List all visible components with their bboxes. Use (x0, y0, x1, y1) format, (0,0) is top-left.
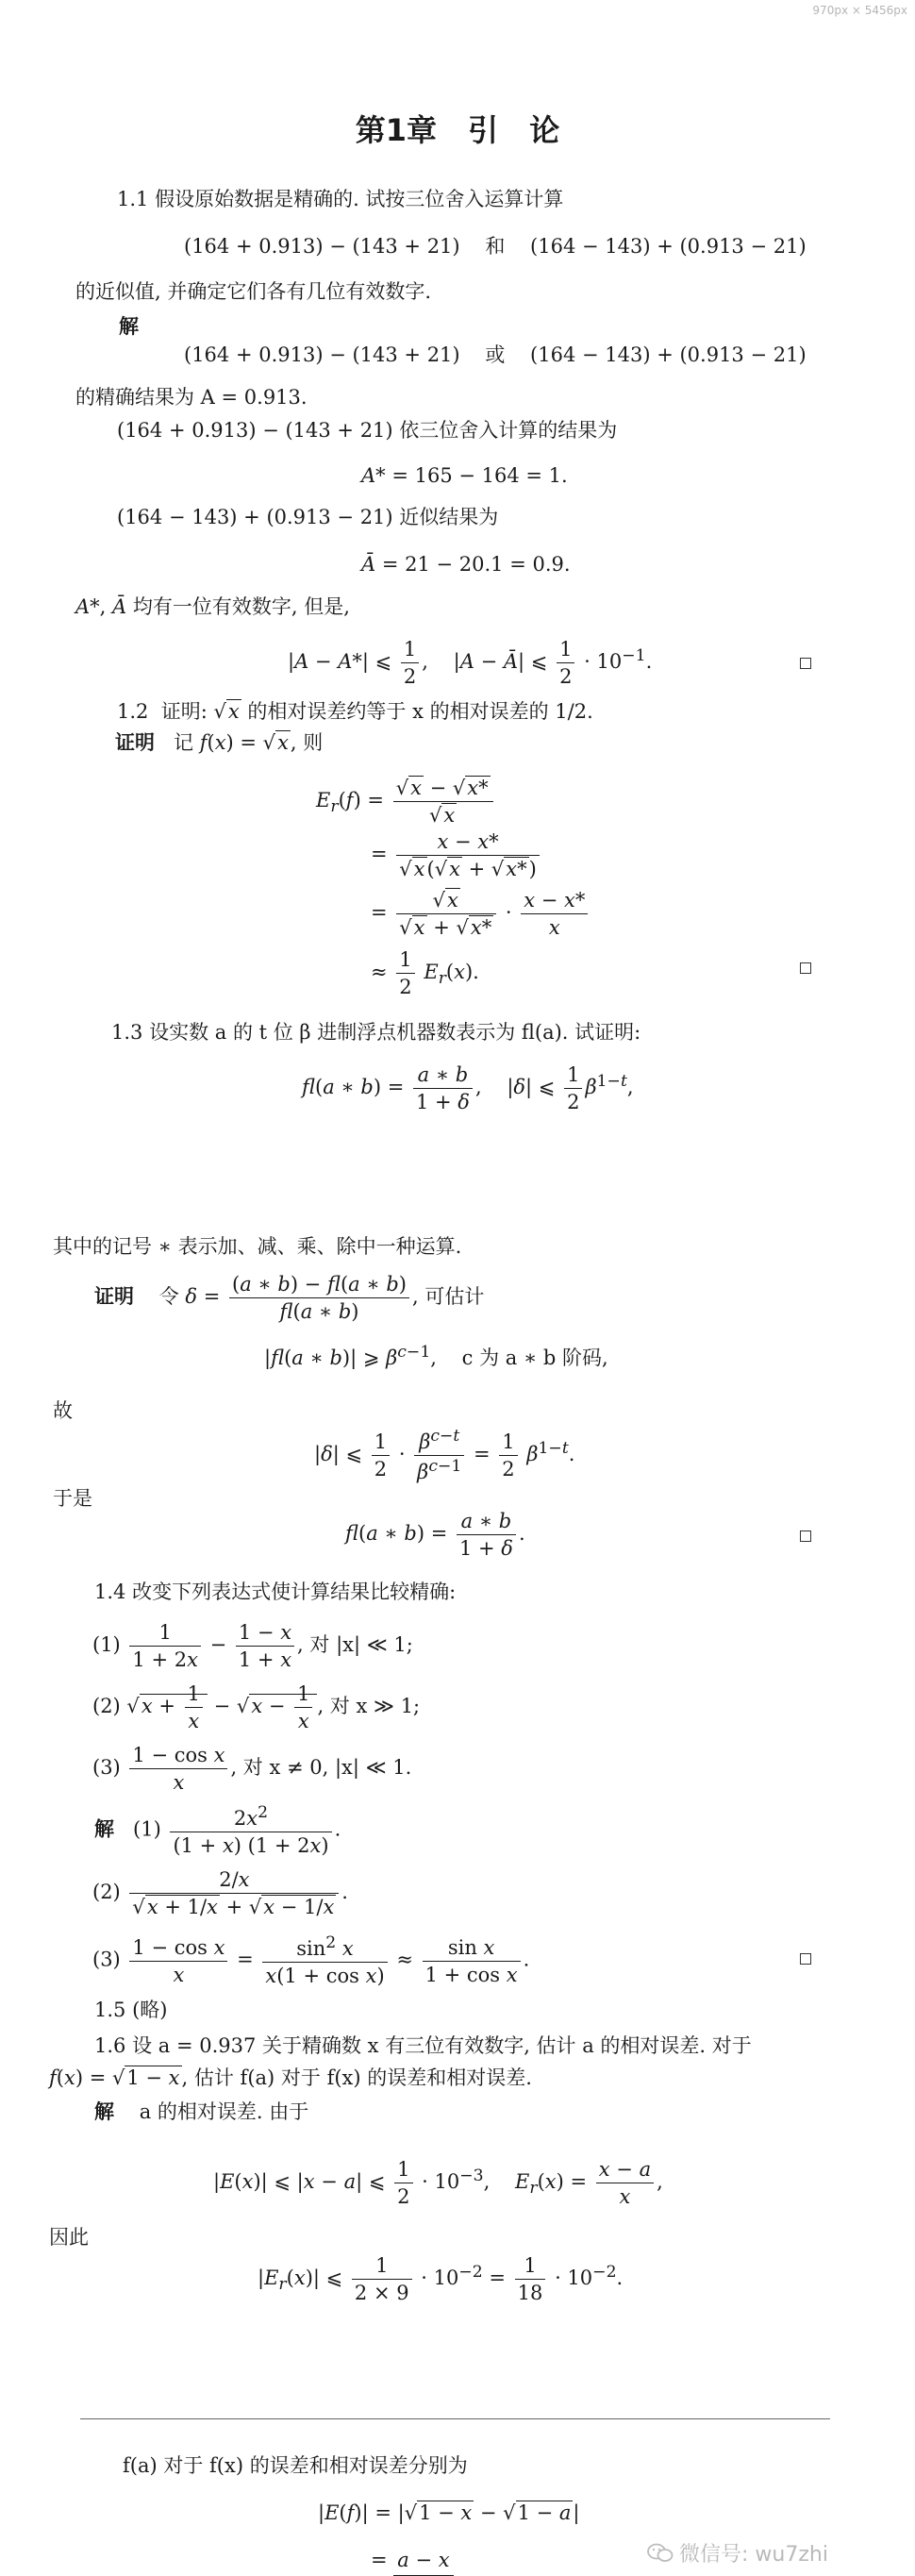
problem-1-4-solution-1: 解 (1) $\frac{2x^2}{(1 + x) (1 + 2x)}$ . (94, 1803, 341, 1858)
or-word: 或 (485, 343, 506, 366)
problem-1-1-solution-label: 解 (119, 315, 139, 338)
approx2-text: 近似结果为 (399, 506, 499, 528)
problem-1-2-proof-intro: 证明 记 f(x) = √x, 则 (115, 731, 324, 754)
formula-error-bounds: |A − A*| ⩽ $\frac{1}{2}$ , |A − Ā| ⩽ $\frac{1}{2}$ · $10^{-1}$. (288, 638, 653, 689)
formula-fl-product: fl(a ∗ b) = $\frac{a ∗ b}{1 + \delta}$ , |δ| ⩽ $\frac{1}{2}$ $\beta^{1-t}$, (302, 1063, 634, 1114)
wechat-icon (647, 2543, 674, 2564)
formula-relative-error-1: $E_r(f)$ = $\frac{√x - √x*}{√x}$ (316, 777, 496, 827)
approx1-text: 依三位舍入计算的结果为 (399, 419, 618, 442)
formula-fl-result: fl(a ∗ b) = $\frac{a ∗ b}{1 + \delta}$ . (345, 1510, 525, 1561)
proof-intro-word: 记 (174, 731, 194, 754)
problem-1-1-solution-expressions: (164 + 0.913) − (143 + 21) 或 (164 − 143) + (0.913 − 21) (184, 343, 807, 366)
problem-1-1-expressions: (164 + 0.913) − (143 + 21) 和 (164 − 143) + (0.913 − 21) (184, 235, 807, 258)
formula-A-star: A* = 165 − 164 = 1. (361, 464, 568, 487)
therefore-label: 故 (53, 1399, 73, 1422)
problem-1-1-exact-result: 的精确结果为 A = 0.913. (75, 386, 308, 409)
formula-f-error-fraction: = a − x (371, 2548, 454, 2576)
page-divider (80, 2418, 830, 2419)
item-3-condition: , 对 x ≠ 0, |x| ≪ 1. (230, 1756, 412, 1780)
qed-square (800, 658, 811, 669)
problem-1-3-proof-delta: 证明 令 δ = $\frac{(a ∗ b) - fl(a ∗ b)}{fl(a ∗ b)}$ , 可估计 (94, 1273, 485, 1324)
and-word: 和 (485, 235, 506, 258)
solution-text: a 的相对误差. 由于 (139, 2100, 309, 2123)
proof-label: 证明 (115, 731, 155, 754)
hence-label: 于是 (53, 1487, 92, 1510)
formula-relative-error-bound: $|E_r(x)|$ ⩽ $\frac{1}{2 \times 9}$ · $10^{-2}$ = $\frac{1}{18}$ · $10^{-2}$. (258, 2254, 624, 2305)
proof-label: 证明 (94, 1285, 134, 1309)
formula-relative-error-4: ≈ $\frac{1}{2}$ $E_r(x)$. (371, 948, 479, 999)
qed-square (800, 1531, 811, 1542)
problem-1-6-bottom-text: f(a) 对于 f(x) 的误差和相对误差分别为 (123, 2454, 468, 2477)
item-1-condition: , 对 |x| ≪ 1; (297, 1633, 413, 1657)
problem-1-6-statement-line2: f(x) = √1 − x, 估计 f(a) 对于 f(x) 的误差和相对误差. (49, 2066, 532, 2089)
problem-1-4-solution-3: (3) $\frac{\text{1 − cos x}}{x}$ = $\frac{\sin^2 x}{\text{x(1 + cos x)}}$ ≈ $\frac{\text{sin x}}{\text{1 + cos x}}$ . (92, 1933, 530, 1988)
statement-line2-text: 估计 f(a) 对于 f(x) 的误差和相对误差. (193, 2066, 532, 2089)
problem-1-5-statement: 1.5 (略) (94, 1999, 168, 2021)
solution-label: 解 (94, 1817, 114, 1841)
problem-1-3-statement: 1.3 设实数 a 的 t 位 β 进制浮点机器数表示为 fl(a). 试证明: (111, 1021, 641, 1044)
proof-estimate-text: , 可估计 (411, 1285, 485, 1309)
exponent-note: c 为 a ∗ b 阶码, (461, 1347, 608, 1369)
item-2-condition: , 对 x ≫ 1; (317, 1695, 421, 1718)
problem-1-4-item-2: (2) √x + $\frac{1}{x}$ − √x − $\frac{1}{x}$ , 对 x ≫ 1; (92, 1682, 421, 1733)
problem-1-1-continuation: 的近似值, 并确定它们各有几位有效数字. (75, 280, 432, 303)
proof-let-word: 令 (158, 1285, 179, 1309)
problem-1-1-conclusion: A*, Ā 均有一位有效数字, 但是, (75, 595, 350, 618)
formula-fl-bound: |fl(a ∗ b)| ⩾ $\beta^{c-1}$, c 为 a ∗ b 阶码, (264, 1343, 608, 1369)
formula-relative-error-2: = $\frac{x - x*}{√x(√x + √x*)}$ (371, 830, 542, 880)
image-dimensions-label: 970px × 5456px (812, 4, 907, 17)
problem-1-4-item-1: (1) $\frac{1}{1 + 2x}$ − $\frac{1 - x}{1 + x}$ , 对 |x| ≪ 1; (92, 1621, 413, 1672)
problem-1-1-statement: 1.1 假设原始数据是精确的. 试按三位舍入运算计算 (117, 188, 564, 210)
problem-1-1-approx2: (164 − 143) + (0.913 − 21) 近似结果为 (117, 506, 499, 528)
chapter-title: 第1章 引 论 (355, 112, 560, 148)
formula-delta-bound: |δ| ⩽ $\frac{1}{2}$ · $\frac{\beta^{c-t}}{\beta^{c-1}}$ = $\frac{1}{2}$ $\beta^{1-t}$. (314, 1427, 575, 1484)
watermark-text: 微信号: wu7zhi (679, 2543, 828, 2567)
formula-f-error: |E(f)| = |√1 − x − √1 − a| (318, 2501, 580, 2524)
problem-1-3-note: 其中的记号 ∗ 表示加、减、乘、除中一种运算. (53, 1235, 462, 1258)
problem-1-6-solution (94, 2099, 308, 2125)
problem-1-6-statement-line1: 1.6 设 a = 0.937 关于精确数 x 有三位有效数字, 估计 a 的相对误差. 对于 (94, 2034, 752, 2057)
formula-absolute-error: |E(x)| ⩽ |x − a| ⩽ $\frac{1}{2}$ · $10^{-3}$, $E_r(x)$ = $\frac{x - a}{x}$ , (213, 2158, 663, 2209)
therefore-label: 因此 (49, 2226, 89, 2249)
qed-square (800, 1953, 811, 1965)
problem-1-2-statement: 1.2 证明: √x 的相对误差约等于 x 的相对误差的 1/2. (117, 700, 593, 723)
problem-1-2-text: 的相对误差约等于 x 的相对误差的 1/2. (247, 700, 593, 723)
conclusion-text: 均有一位有效数字, 但是, (132, 595, 350, 618)
formula-relative-error-3: = $\frac{√x}{√x + √x*}$ · $\frac{x - x*}{x}$ (371, 889, 591, 939)
formula-A-bar: Ā = 21 − 20.1 = 0.9. (361, 553, 571, 576)
proof-then-word: , 则 (290, 731, 324, 754)
qed-square (800, 962, 811, 974)
problem-1-4-item-3: (3) $\frac{\text{1 − cos x}}{x}$ , 对 x ≠ 0, |x| ≪ 1. (92, 1744, 412, 1795)
problem-1-4-solution-2: (2) $\frac{2/x}{√x + 1/x + √x - 1/x}$ . (92, 1868, 348, 1919)
wechat-watermark (647, 2538, 828, 2568)
solution-label: 解 (94, 2100, 114, 2123)
problem-1-4-statement: 1.4 改变下列表达式使计算结果比较精确: (94, 1581, 457, 1603)
problem-1-1-approx1: (164 + 0.913) − (143 + 21) 依三位舍入计算的结果为 (117, 419, 618, 442)
